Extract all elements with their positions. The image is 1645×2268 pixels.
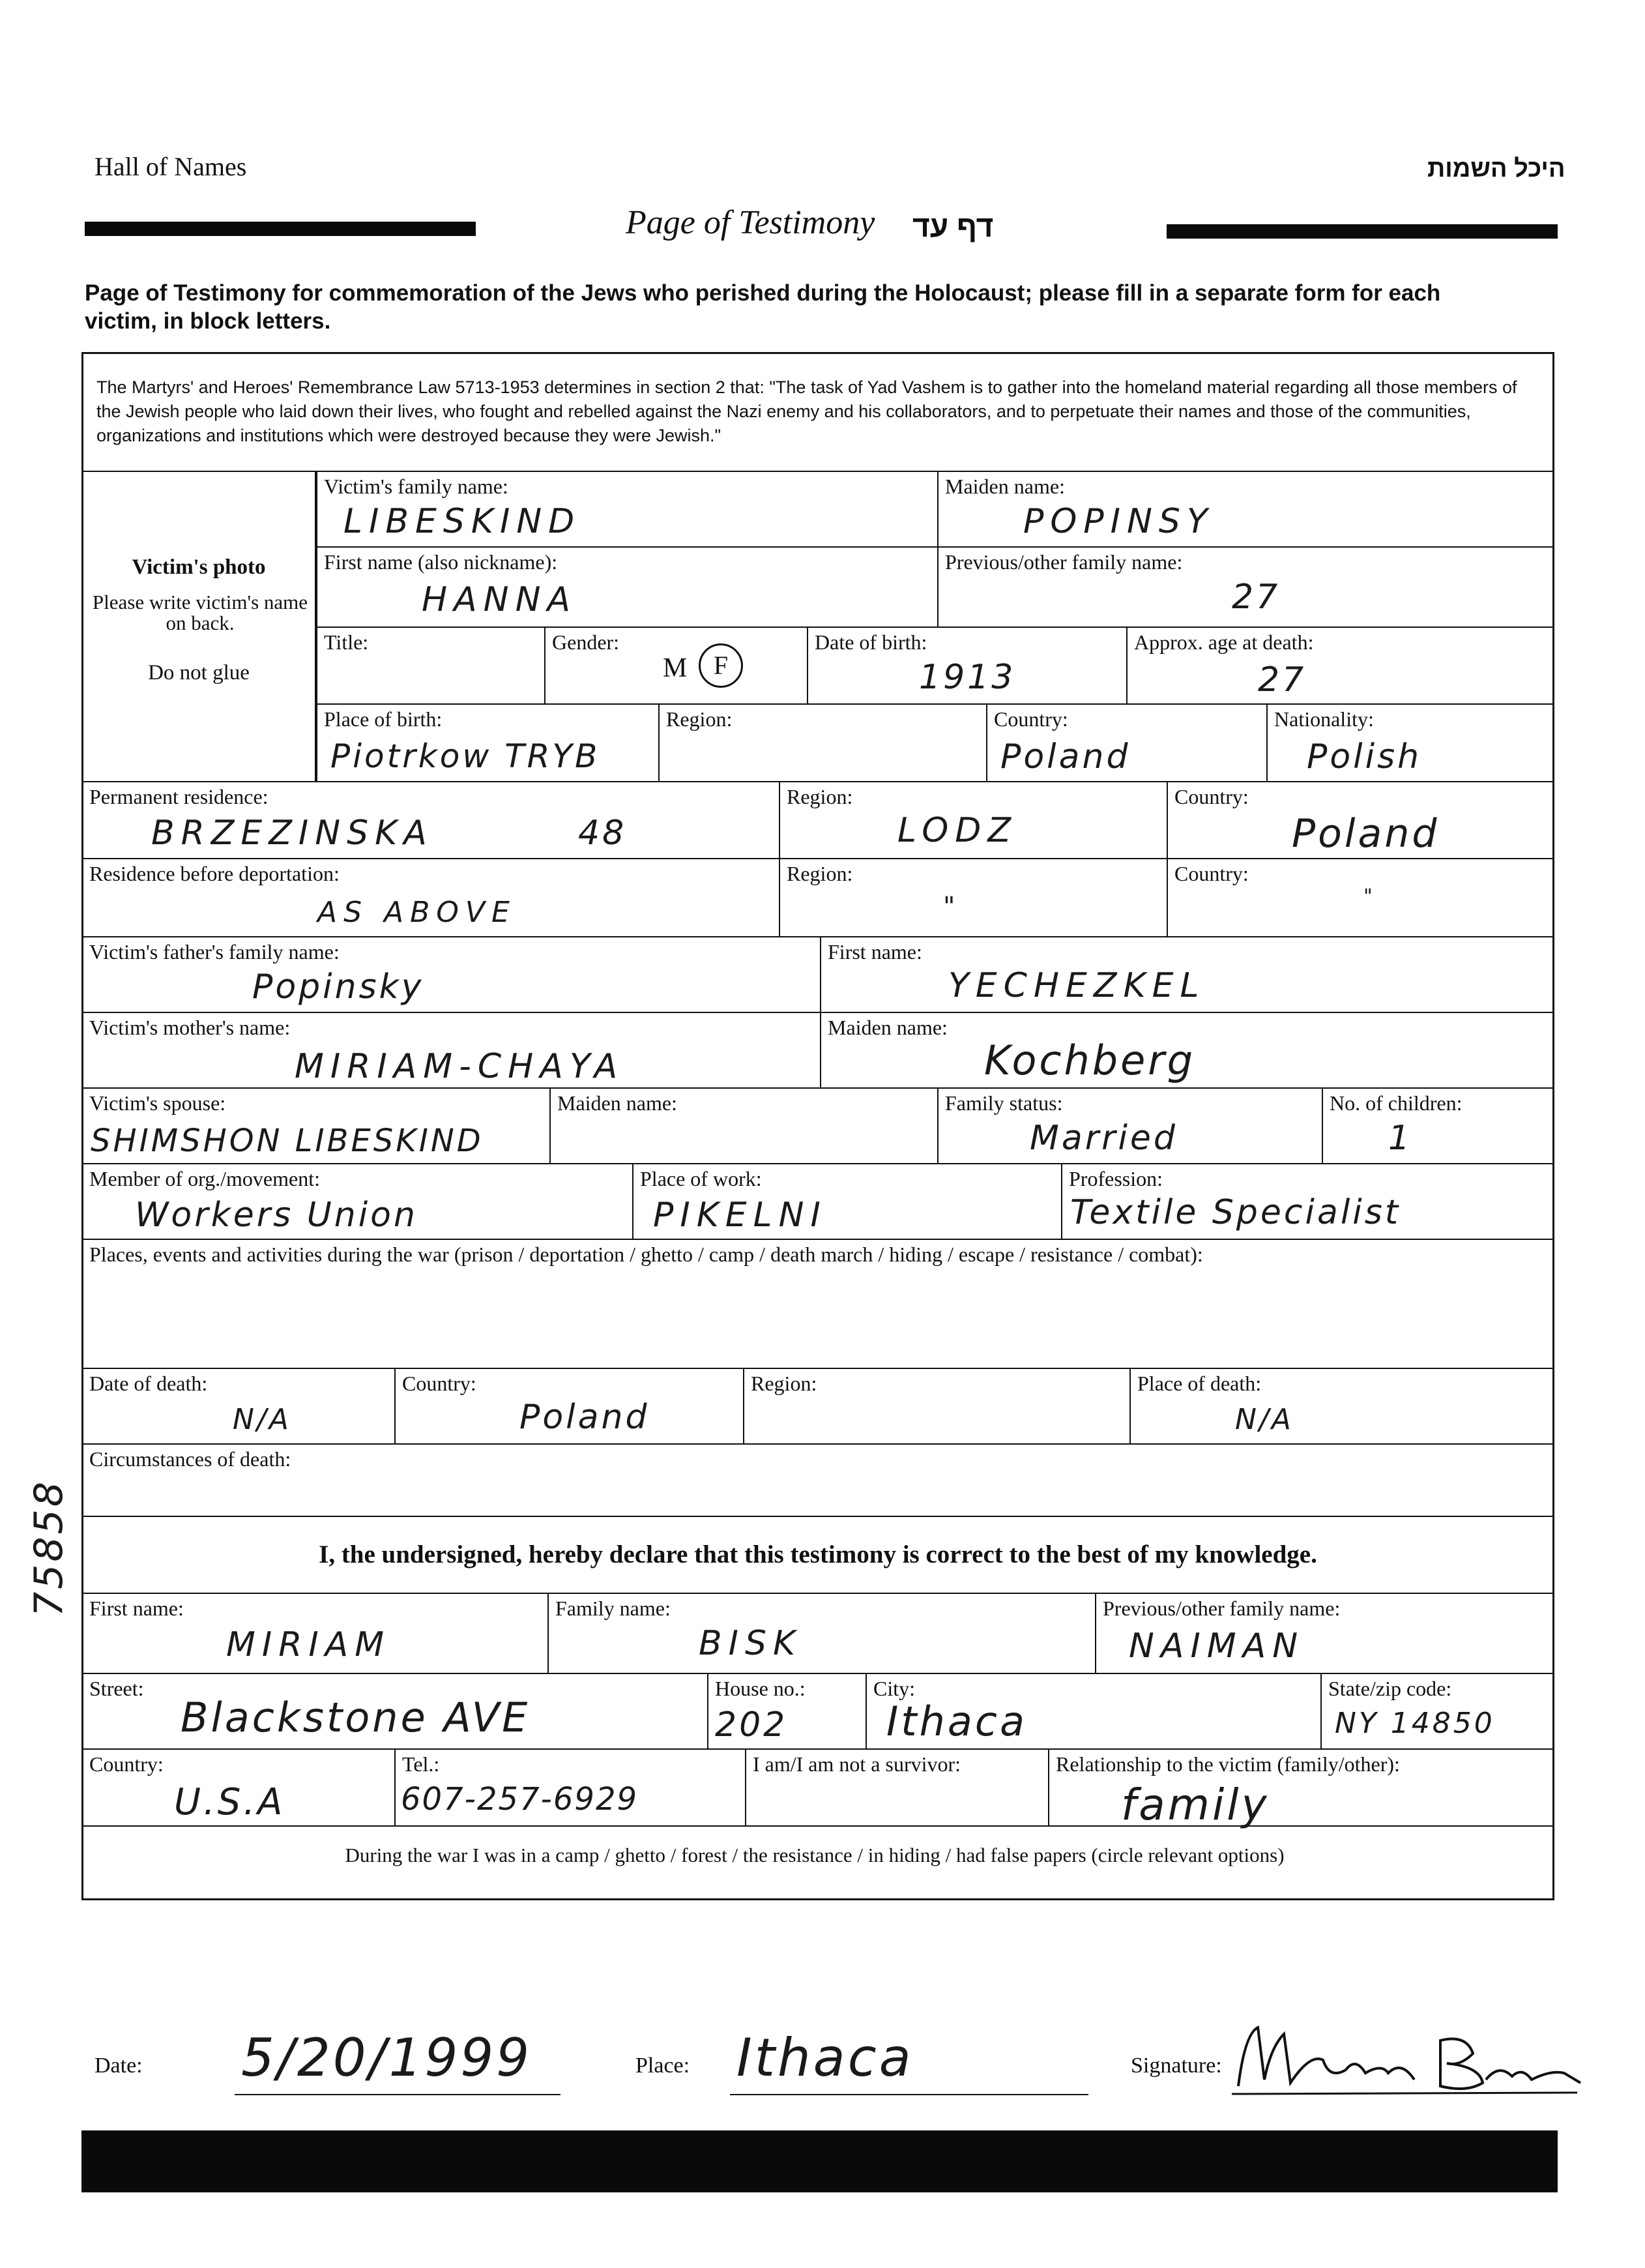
submitter-country-value: U.S.A [174, 1781, 285, 1823]
page-title: Page of Testimony [626, 204, 875, 241]
nationality-value: Polish [1307, 737, 1422, 776]
family-name-value: LIBESKIND [343, 502, 581, 541]
survivor-field[interactable]: I am/I am not a survivor: [745, 1748, 1049, 1827]
house-number-value: 202 [715, 1705, 788, 1745]
submitter-first-name-field[interactable]: First name: MIRIAM [81, 1593, 549, 1674]
spouse-value: SHIMSHON LIBESKIND [91, 1123, 484, 1159]
first-name-value: HANNA [422, 580, 577, 619]
photo-glue-note: Do not glue [148, 661, 250, 685]
title-field[interactable]: Title: [316, 626, 546, 705]
place-of-birth-field[interactable]: Place of birth: Piotrkow TRYB [316, 703, 660, 782]
permanent-country-field[interactable]: Country: Poland [1167, 781, 1554, 859]
birth-country-field[interactable]: Country: Poland [986, 703, 1268, 782]
deportation-region-value: " [943, 892, 958, 922]
spouse-field[interactable]: Victim's spouse: SHIMSHON LIBESKIND [81, 1087, 551, 1164]
place-line [730, 2094, 1088, 2095]
place-of-birth-value: Piotrkow TRYB [330, 737, 600, 775]
victim-photo-box [81, 471, 316, 782]
place-label: Place: [635, 2054, 690, 2078]
intro-text: Page of Testimony for commemoration of the Jews who perished during the Holocaust; please fill in a separate form for each victim, in block letters. [85, 280, 1441, 334]
mother-name-field[interactable]: Victim's mother's name: MIRIAM-CHAYA [81, 1012, 821, 1089]
birth-country-value: Poland [1000, 737, 1131, 776]
father-family-name-value: Popinsky [252, 967, 424, 1007]
nationality-field[interactable]: Nationality: Polish [1266, 703, 1554, 782]
submitter-first-name-value: MIRIAM [226, 1625, 391, 1664]
age-at-death-field[interactable]: Approx. age at death: 27 [1126, 626, 1554, 705]
street-value: Blackstone AVE [181, 1694, 531, 1741]
mother-maiden-name-value: Kochberg [984, 1037, 1196, 1084]
birth-region-field[interactable]: Region: [658, 703, 987, 782]
family-name-field[interactable]: Victim's family name: LIBESKIND [316, 471, 939, 548]
state-zip-value: NY 14850 [1335, 1707, 1495, 1740]
place-of-death-field[interactable]: Place of death: N/A [1129, 1368, 1554, 1445]
place-value: Ithaca [736, 2027, 914, 2088]
telephone-value: 607-257-6929 [401, 1781, 639, 1818]
permanent-residence-value: BRZEZINSKA [151, 814, 433, 853]
submitter-family-name-field[interactable]: Family name: BISK [547, 1593, 1096, 1674]
residence-before-deportation-field[interactable]: Residence before deportation: AS ABOVE [81, 858, 780, 937]
date-of-birth-field[interactable]: Date of birth: 1913 [807, 626, 1128, 705]
father-family-name-field[interactable]: Victim's father's family name: Popinsky [81, 936, 821, 1013]
deportation-region-field[interactable]: Region: " [779, 858, 1168, 937]
date-of-death-value: N/A [233, 1403, 291, 1436]
date-of-birth-value: 1913 [919, 658, 1016, 697]
father-first-name-value: YECHEZKEL [948, 966, 1206, 1005]
spouse-maiden-name-field[interactable]: Maiden name: [549, 1087, 939, 1164]
place-of-death-value: N/A [1235, 1403, 1294, 1436]
street-field[interactable]: Street: Blackstone AVE [81, 1673, 708, 1750]
gender-option-m: M [663, 653, 688, 683]
circumstances-of-death-field[interactable]: Circumstances of death: [81, 1443, 1554, 1517]
permanent-region-value: LODZ [897, 811, 1017, 850]
state-zip-field[interactable]: State/zip code: NY 14850 [1320, 1673, 1554, 1750]
submitter-previous-name-value: NAIMAN [1129, 1627, 1305, 1666]
permanent-residence-number: 48 [578, 814, 627, 853]
law-text: The Martyrs' and Heroes' Remembrance Law 5713-1953 determines in section 2 that: "The task of Yad Vashem is to gather into the homeland material regarding all those members of the Jewish people who laid down their lives, who fought and rebelled against the Nazi enemy and his collaborators, and to perpetuate their names and those of the communities, organizations and institutions which were destroyed because they were Jewish." [96, 377, 1517, 445]
age-at-death-value: 27 [1258, 660, 1307, 700]
house-number-field[interactable]: House no.: 202 [707, 1673, 867, 1750]
member-org-field[interactable]: Member of org./movement: Workers Union [81, 1163, 633, 1240]
telephone-field[interactable]: Tel.: 607-257-6929 [394, 1748, 746, 1827]
deportation-country-field[interactable]: Country: " [1167, 858, 1554, 937]
signature-label: Signature: [1131, 2054, 1222, 2078]
permanent-region-field[interactable]: Region: LODZ [779, 781, 1168, 859]
date-line [235, 2094, 560, 2095]
place-of-work-field[interactable]: Place of work: PIKELNI [632, 1163, 1062, 1240]
submitter-country-field[interactable]: Country: U.S.A [81, 1748, 396, 1827]
gender-selected-circle: F [699, 643, 743, 688]
header-bar-right [1167, 224, 1558, 239]
hall-of-names-label: Hall of Names [95, 152, 247, 181]
deportation-country-value: " [1363, 885, 1375, 908]
family-status-field[interactable]: Family status: Married [937, 1087, 1323, 1164]
relationship-field[interactable]: Relationship to the victim (family/other): family [1048, 1748, 1554, 1827]
permanent-country-value: Poland [1292, 811, 1440, 857]
header-bar-left [85, 222, 476, 236]
profession-field[interactable]: Profession: Textile Specialist [1061, 1163, 1554, 1240]
submitter-family-name-value: BISK [699, 1624, 802, 1663]
photo-note: Please write victim's name on back. [92, 591, 308, 634]
photo-title: Victim's photo [132, 555, 266, 579]
children-value: 1 [1388, 1119, 1413, 1158]
hall-of-names-hebrew: היכל השמות [1427, 155, 1565, 183]
submitter-previous-name-field[interactable]: Previous/other family name: NAIMAN [1095, 1593, 1554, 1674]
father-first-name-field[interactable]: First name: YECHEZKEL [820, 936, 1554, 1013]
previous-family-name-value: 27 [1232, 578, 1281, 617]
mother-name-value: MIRIAM-CHAYA [295, 1047, 624, 1086]
declaration-text: I, the undersigned, hereby declare that this testimony is correct to the best of my knowledge. [81, 1516, 1554, 1594]
children-field[interactable]: No. of children: 1 [1322, 1087, 1554, 1164]
death-region-field[interactable]: Region: [743, 1368, 1131, 1445]
profession-value: Textile Specialist [1070, 1193, 1401, 1232]
footer-bar [81, 2130, 1558, 2192]
mother-maiden-name-field[interactable]: Maiden name: Kochberg [820, 1012, 1554, 1089]
gender-field[interactable]: Gender: M F [544, 626, 808, 705]
previous-family-name-field[interactable]: Previous/other family name: 27 [937, 546, 1554, 628]
maiden-name-field[interactable]: Maiden name: POPINSY [937, 471, 1554, 548]
signature-image [1225, 2008, 1590, 2119]
city-field[interactable]: City: Ithaca [866, 1673, 1322, 1750]
relationship-value: family [1121, 1780, 1270, 1830]
family-status-value: Married [1030, 1119, 1178, 1158]
residence-before-deportation-value: AS ABOVE [317, 896, 516, 929]
places-events-field[interactable]: Places, events and activities during the war (prison / deportation / ghetto / camp / death march / hiding / escape / resistance / combat): [81, 1239, 1554, 1369]
side-id-number: 75858 [26, 1479, 72, 1617]
date-value: 5/20/1999 [241, 2027, 532, 2088]
maiden-name-value: POPINSY [1023, 502, 1214, 541]
page-title-hebrew: דף עד [912, 209, 994, 243]
place-of-work-value: PIKELNI [653, 1196, 827, 1235]
member-org-value: Workers Union [135, 1196, 418, 1235]
camp-options-line: During the war I was in a camp / ghetto / forest / the resistance / in hiding / had false papers (circle relevant options) [345, 1844, 1285, 1866]
permanent-residence-field[interactable]: Permanent residence: BRZEZINSKA 48 [81, 781, 780, 859]
city-value: Ithaca [886, 1698, 1027, 1745]
date-label: Date: [95, 2054, 143, 2078]
first-name-field[interactable]: First name (also nickname): HANNA [316, 546, 939, 628]
death-country-field[interactable]: Country: Poland [394, 1368, 744, 1445]
death-country-value: Poland [519, 1398, 650, 1437]
date-of-death-field[interactable]: Date of death: N/A [81, 1368, 396, 1445]
